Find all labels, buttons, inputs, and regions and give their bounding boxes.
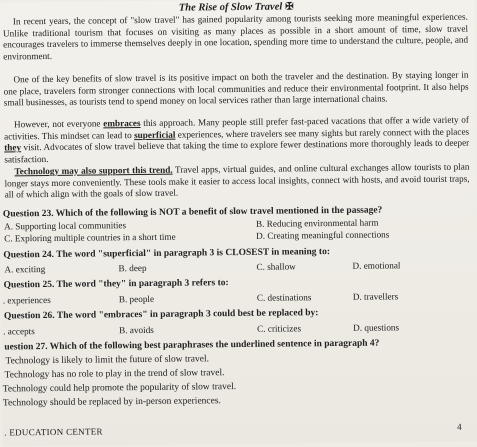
page-number: 4 <box>457 421 462 432</box>
underlined-superficial: superficial <box>134 129 176 140</box>
q24-option-b[interactable]: B. deep <box>118 262 147 274</box>
q27-option-c[interactable]: Technology could help promote the popularity of slow travel. <box>2 382 237 395</box>
q23-option-a[interactable]: A. Supporting local communities <box>3 220 127 232</box>
q25-option-b[interactable]: B. people <box>118 293 155 305</box>
paragraph-4 <box>4 162 469 202</box>
question-23: Question 23. Which of the following is NOT a benefit of slow travel mentioned in the passage? <box>2 205 383 220</box>
q23-option-c[interactable]: C. Exploring multiple countries in a short time <box>4 231 176 244</box>
paragraph-1: In recent years, the concept of "slow travel" has gained popularity among tourists seeking more meaningful experiences. Unlike traditional tourism that focuses on visiting as many places as possible in a short amount of time, slow travel encourages travelers to immerse themselves deeply in one location, spending more time to understand the culture, people, and environment. <box>2 11 469 62</box>
q26-option-b[interactable]: B. avoids <box>119 324 154 336</box>
q26-option-d[interactable]: D. questions <box>353 322 400 333</box>
paragraph-3 <box>4 115 469 166</box>
q26-option-a[interactable]: . accepts <box>3 326 35 337</box>
p3-text-d: visit. Advocates of slow travel believe that taking the time to explore fewer destinations more thoroughly leads to deeper satisfaction. <box>4 137 470 165</box>
question-25: Question 25. The word "they" in paragraph 3 refers to: <box>3 278 229 291</box>
q23-option-d[interactable]: D. Creating meaningful connections <box>256 229 390 241</box>
q25-option-a[interactable]: . experiences <box>2 294 51 306</box>
underlined-sentence: Technology may also support this trend. <box>14 164 173 177</box>
question-24: Question 24. The word "superficial" in paragraph 3 is CLOSEST in meaning to: <box>3 247 331 261</box>
paragraph-2: One of the key benefits of slow travel is its positive impact on both the traveler and the destination. By staying longer in one place, travelers form stronger connections with local communities and reduce their environmental footprint. It also helps small businesses, as tourists tend to spend money on local services rather than large international chains. <box>3 69 469 108</box>
underlined-embraces: embraces <box>103 118 141 129</box>
p4-text: Travel apps, virtual guides, and online cultural exchanges allow tourists to plan longer stays more conveniently. These tools make it easier to access local insights, connect with hosts, and avoid tourist traps, all of which align with the goals of slow travel. <box>4 161 470 200</box>
p3-text-a: However, not everyone <box>13 118 104 130</box>
p3-text-b: this approach. Many people still prefer fast-paced vacations that offer a wide variety of activities. This mindset can lead to <box>4 114 469 142</box>
footer-center-name: . EDUCATION CENTER <box>4 426 103 438</box>
question-27: uestion 27. Which of the following best paraphrases the underlined sentence in paragraph 4? <box>4 338 380 353</box>
pin-icon: ✠ <box>285 1 294 13</box>
q26-option-c[interactable]: C. criticizes <box>257 323 302 334</box>
q27-option-d[interactable]: Technology should be replaced by in-person experiences. <box>2 396 221 409</box>
p3-text-c: experiences, where travelers see many sights but rarely connect with the places <box>175 126 470 140</box>
q24-option-c[interactable]: C. shallow <box>256 261 296 272</box>
question-26: Question 26. The word "embraces" in paragraph 3 could best be replaced by: <box>3 308 319 322</box>
q27-option-a[interactable]: Technology is likely to limit the future of slow travel. <box>5 354 210 367</box>
q23-option-b[interactable]: B. Reducing environmental harm <box>255 217 379 229</box>
title-text: The Rise of Slow Travel <box>178 1 283 14</box>
underlined-they: they <box>4 142 22 153</box>
q25-option-c[interactable]: C. destinations <box>256 292 312 303</box>
q24-option-d[interactable]: D. emotional <box>352 260 401 271</box>
q25-option-d[interactable]: D. travellers <box>352 291 399 302</box>
q24-option-a[interactable]: A. exciting <box>4 264 46 275</box>
q27-option-b[interactable]: Technology has no role to play in the trend of slow travel. <box>4 368 225 381</box>
